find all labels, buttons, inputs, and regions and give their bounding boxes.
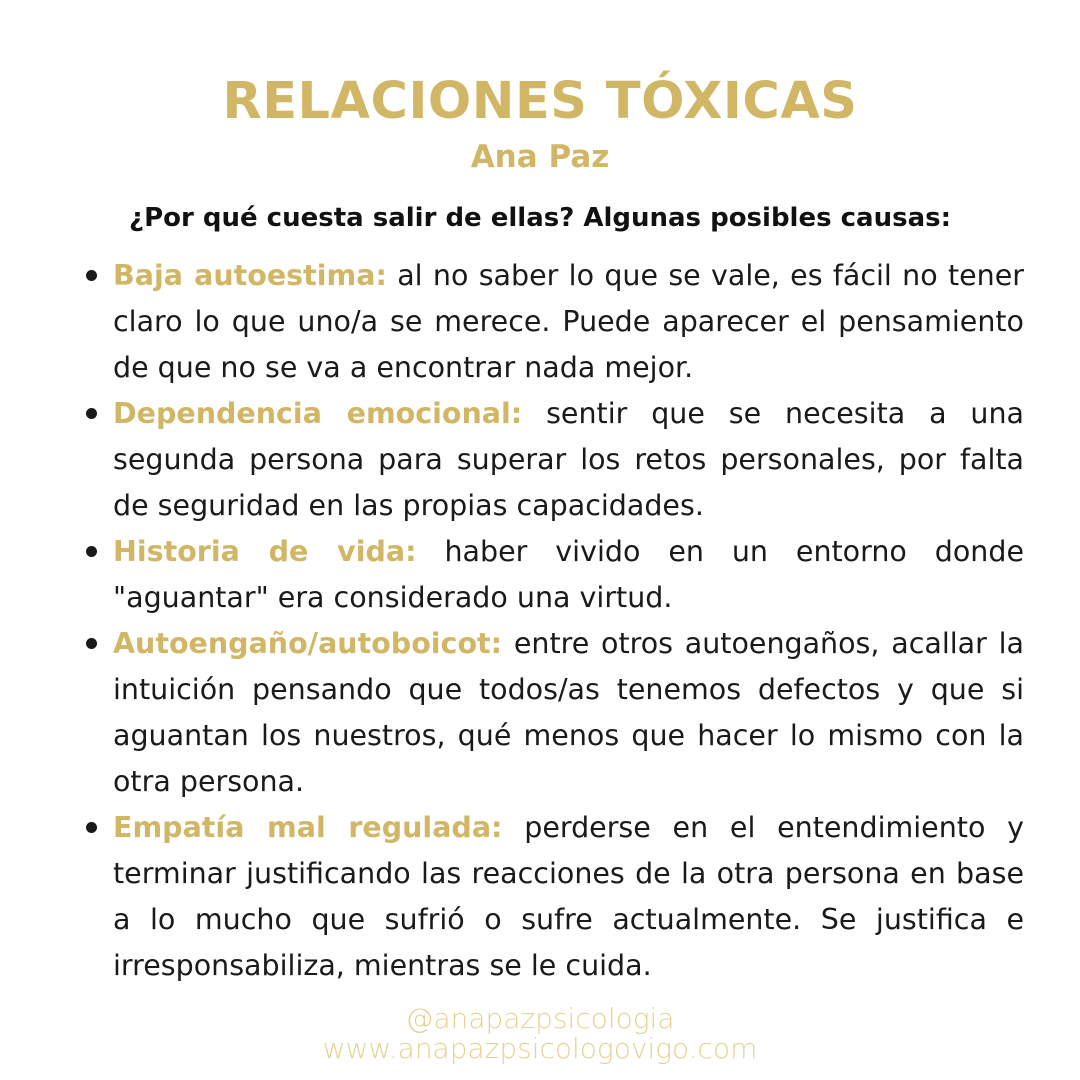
cause-item-baja-autoestima bbox=[74, 253, 1024, 391]
cause-description: haber vivido en un entorno donde "aguantar" era considerado una virtud. bbox=[113, 535, 1024, 614]
cause-term: Autoengaño/autoboicot: bbox=[113, 627, 503, 660]
cause-term: Historia de vida: bbox=[113, 535, 417, 568]
cause-term: Baja autoestima: bbox=[113, 259, 387, 292]
bullet-icon bbox=[86, 638, 97, 649]
cause-item-dependencia-emocional bbox=[74, 391, 1024, 529]
causes-list bbox=[74, 253, 1024, 989]
cause-item-historia-de-vida bbox=[74, 529, 1024, 621]
cause-description: sentir que se necesita a una segunda persona para superar los retos personales, por falta de seguridad en las propias capacidades. bbox=[113, 397, 1025, 522]
question-heading: ¿Por qué cuesta salir de ellas? Algunas posibles causas: bbox=[128, 203, 951, 233]
social-handle: @anapazpsicologia bbox=[405, 1002, 675, 1035]
bullet-icon bbox=[86, 408, 97, 419]
bullet-icon bbox=[86, 270, 97, 281]
website-url: www.anapazpsicologovigo.com bbox=[322, 1032, 758, 1065]
cause-description: perderse en el entendimiento y terminar justificando las reacciones de la otra persona en base a lo mucho que sufrió o sufre actualmente. Se justifica e irresponsabiliza, mientras se le cuida. bbox=[113, 811, 1024, 982]
cause-item-autoengano bbox=[74, 621, 1024, 805]
cause-description: entre otros autoengaños, acallar la intuición pensando que todos/as tenemos defectos y que si aguantan los nuestros, qué menos que hacer lo mismo con la otra persona. bbox=[113, 627, 1025, 798]
cause-term: Dependencia emocional: bbox=[113, 397, 523, 430]
bullet-icon bbox=[86, 822, 97, 833]
bullet-icon bbox=[86, 546, 97, 557]
cause-item-empatia-mal-regulada bbox=[74, 805, 1024, 989]
page-title: RELACIONES TÓXICAS bbox=[222, 72, 858, 131]
cause-term: Empatía mal regulada: bbox=[113, 811, 503, 844]
author-name: Ana Paz bbox=[470, 139, 610, 175]
cause-description: al no saber lo que se vale, es fácil no tener claro lo que uno/a se merece. Puede aparecer el pensamiento de que no se va a encontrar nada mejor. bbox=[113, 259, 1024, 384]
